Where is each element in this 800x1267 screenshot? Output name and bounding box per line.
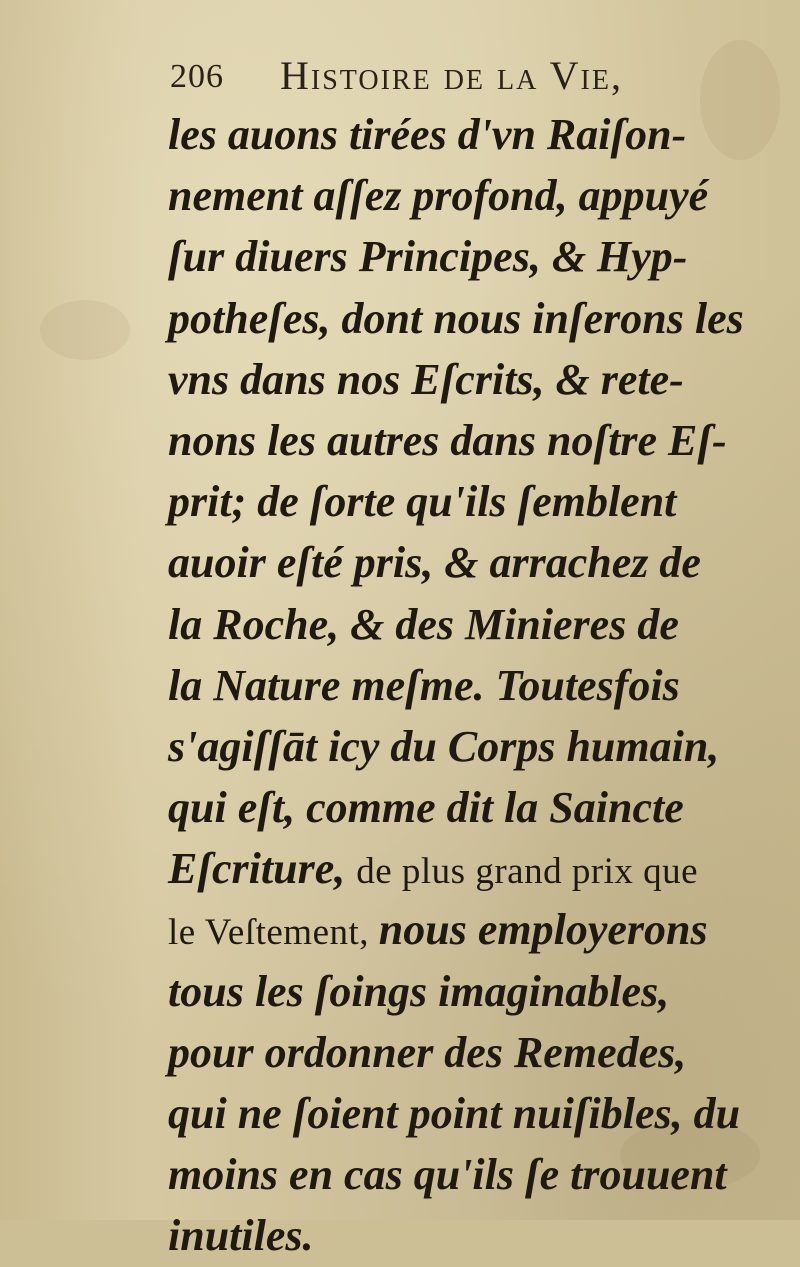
text-line: prit; de ſorte qu'ils ſemblent xyxy=(168,477,677,527)
text-line: potheſes, dont nous inſerons les xyxy=(168,293,744,343)
roman-run: le Veſtement, xyxy=(168,912,379,954)
italic-run: Eſcriture, xyxy=(168,844,357,894)
text-line: s'agiſſāt icy du Corps humain, xyxy=(168,721,720,771)
body-text xyxy=(168,104,768,1267)
text-line: ſur diuers Principes, & Hyp- xyxy=(168,232,688,282)
text-line: nement aſſez profond, appuyé xyxy=(168,171,709,221)
running-head: Histoire de la Vie, xyxy=(280,53,623,98)
text-line: auoir eſté pris, & arrachez de xyxy=(168,538,701,588)
text-line: qui ne ſoient point nuiſibles, du xyxy=(168,1089,741,1138)
text-line: vns dans nos Eſcrits, & rete- xyxy=(168,354,684,404)
text-line xyxy=(168,838,768,899)
text-line: moins en cas qu'ils ſe trouuent xyxy=(168,1150,727,1200)
italic-run: nous employerons xyxy=(378,905,708,955)
text-line: inutiles. xyxy=(168,1211,314,1261)
text-line: nons les autres dans noſtre Eſ- xyxy=(168,415,727,465)
paper-stain xyxy=(40,300,130,360)
roman-run: de plus grand prix que xyxy=(356,851,699,893)
text-line: la Roche, & des Minieres de xyxy=(168,599,679,649)
text-line: qui eſt, comme dit la Saincte xyxy=(168,783,684,833)
text-line xyxy=(168,899,768,960)
text-line: pour ordonner des Remedes, xyxy=(168,1027,687,1077)
text-line: les auons tirées d'vn Raiſon- xyxy=(168,110,687,159)
text-line: la Nature meſme. Toutesfois xyxy=(168,660,680,710)
page-number: 206 xyxy=(170,58,224,95)
text-line: tous les ſoings imaginables, xyxy=(168,966,670,1016)
page-header xyxy=(170,52,730,102)
